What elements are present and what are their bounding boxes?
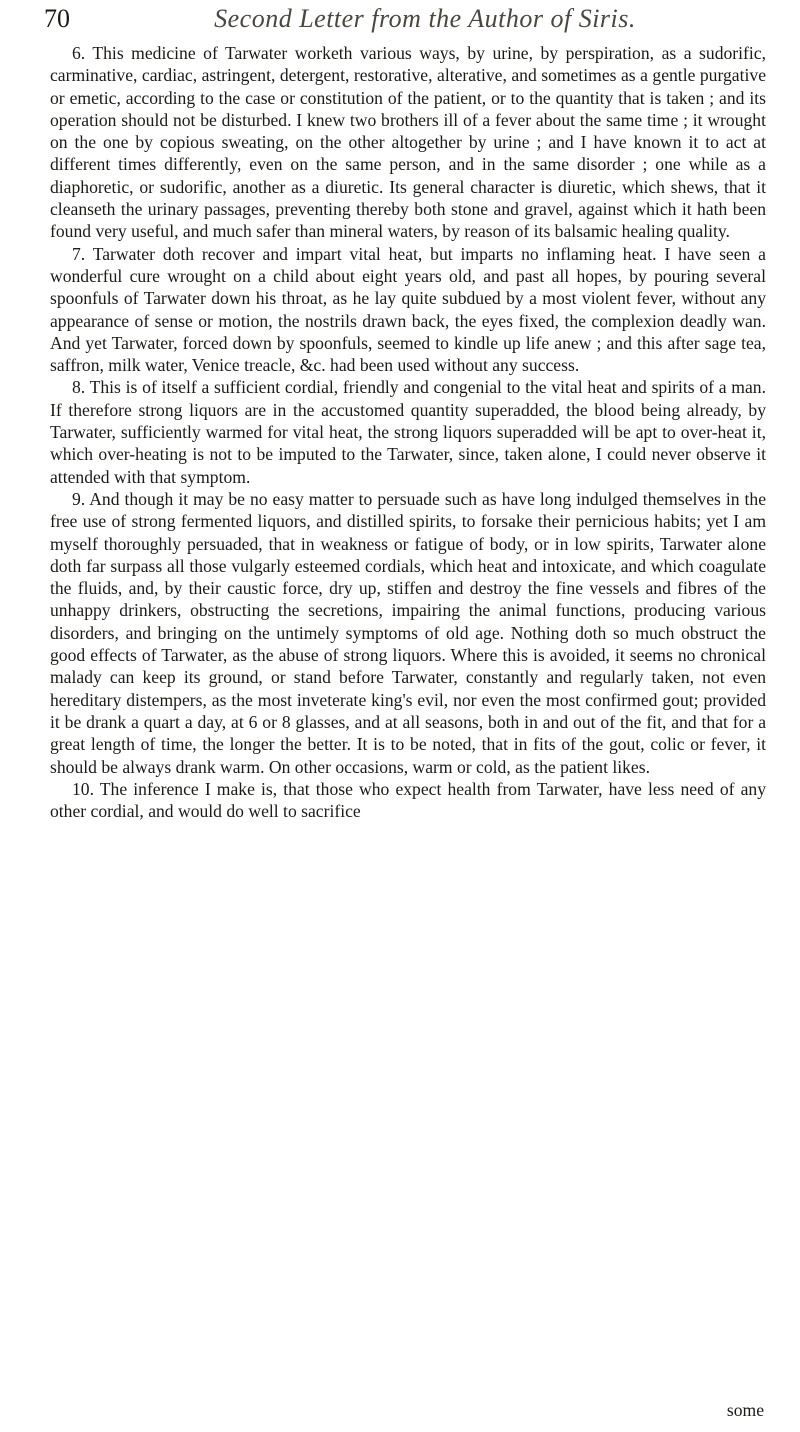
paragraph-6: 6. This medicine of Tarwater worketh various ways, by urine, by perspiration, as a sudorific, carminative, cardiac, astringent, detergent, restorative, alterative, and sometimes as a gentle purgative or emetic, according to the case or constitution of the patient, or to the quantity that is taken ; and its operation should not be disturbed. I knew two brothers ill of a fever about the same time ; it wrought on the one by copious sweating, on the other altogether by urine ; and I have known it to act at different times differently, even on the same person, and in the same disorder ; one while as a diaphoretic, or sudorific, another as a diuretic. Its general character is diuretic, which shews, that it cleanseth the urinary passages, preventing thereby both stone and gravel, against which it hath been found very useful, and much safer than mineral waters, by reason of its balsamic healing quality. [50,43,766,242]
running-head-title: Second Letter from the Author of Siris. [214,4,636,33]
running-head [44,4,766,42]
paragraph-9: 9. And though it may be no easy matter to persuade such as have long indulged themselves in the free use of strong fermented liquors, and distilled spirits, to forsake their pernicious habits; yet I am myself thoroughly persuaded, that in weakness or fatigue of body, or in low spirits, Tarwater alone doth far surpass all those vulgarly esteemed cordials, which heat and intoxicate, and which coagulate the fluids, and, by their caustic force, dry up, stiffen and destroy the fine vessels and fibres of the unhappy drinkers, obstructing the secretions, impairing the animal functions, producing various disorders, and bringing on the untimely symptoms of old age. Nothing doth so much obstruct the good effects of Tarwater, as the abuse of strong liquors. Where this is avoided, it seems no chronical malady can keep its ground, or stand before Tarwater, constantly and regularly taken, not even hereditary distempers, as the most inveterate king's evil, nor even the most confirmed gout; provided it be drank a quart a day, at 6 or 8 glasses, and at all seasons, both in and out of the fit, and that for a great length of time, the longer the better. It is to be noted, that in fits of the gout, colic or fever, it should be always drank warm. On other occasions, warm or cold, as the patient likes. [50,488,766,777]
catchword: some [726,1400,764,1420]
body-text [50,42,766,822]
paragraph-10: 10. The inference I make is, that those who expect health from Tarwater, have less need of any other cordial, and would do well to sacrifice [50,778,766,822]
paragraph-7: 7. Tarwater doth recover and impart vital heat, but imparts no inflaming heat. I have seen a wonderful cure wrought on a child about eight years old, and past all hopes, by pouring several spoonfuls of Tarwater down his throat, as he lay quite subdued by a most violent fever, without any appearance of sense or motion, the nostrils drawn back, the eyes fixed, the complexion deadly wan. And yet Tarwater, forced down by spoonfuls, seemed to kindle up life anew ; and this after sage tea, saffron, milk water, Venice treacle, &c. had been used without any success. [50,243,766,376]
paragraph-8: 8. This is of itself a sufficient cordial, friendly and congenial to the vital heat and spirits of a man. If therefore strong liquors are in the accustomed quantity superadded, the blood being already, by Tarwater, sufficiently warmed for vital heat, the strong liquors superadded will be apt to over-heat it, which over-heating is not to be imputed to the Tarwater, since, taken alone, I could never observe it attended with that symptom. [50,377,766,487]
page-number: 70 [44,4,70,33]
